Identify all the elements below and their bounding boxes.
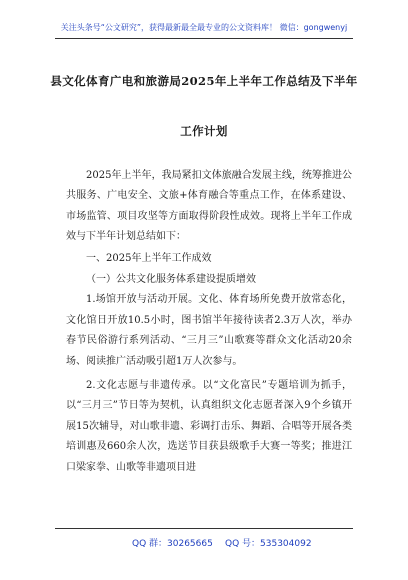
subsection-heading-1: （一）公共文化服务体系建设提质增效 [86,274,256,286]
header-divider [55,38,353,39]
document-title-line1: 县文化体育广电和旅游局2025年上半年工作总结及下半年 [50,74,358,88]
paragraph-item-2: 2.文化志愿与非遗传承。以“文化富民”专题培训为抓手，以“三月三”节日等为契机，认真组织文化志愿者深入9个乡镇开展15次辅导，对山歌非遗、彩调打击乐、舞蹈、合唱等开展各类培训惠及660余人次，选送节目获县级歌手大赛一等奖；推进江口梁家拳、山歌等非遗项目进 [66,380,352,473]
footer-divider [55,528,353,529]
document-body [66,166,352,478]
footer-qq-number: QQ 号：535304092 [225,539,312,549]
intro-paragraph: 2025年上半年，我局紧扣文体旅融合发展主线，统筹推进公共服务、广电安全、文旅+体育融合等重点工作，在体系建设、市场监管、项目攻坚等方面取得阶段性成效。现将上半年工作成效与下半年计划总结如下： [66,170,352,243]
document-title-line2: 工作计划 [180,124,228,138]
paragraph-item-1: 1.场馆开放与活动开展。文化、体育场所免费开放常态化，文化馆日开放10.5小时，图书馆半年接待读者2.3万人次，举办春节民俗游行系列活动、“三月三”山歌赛等群众文化活动20余场、阅读推广活动吸引超1万人次参与。 [66,294,352,367]
section-heading-1: 一、2025年上半年工作成效 [86,252,212,264]
footer-qq-group: QQ 群：30265665 [132,539,213,549]
header-note: 关注头条号“公文研究”，获得最新最全最专业的公文资料库！ 微信：gongwenyj [60,23,348,32]
